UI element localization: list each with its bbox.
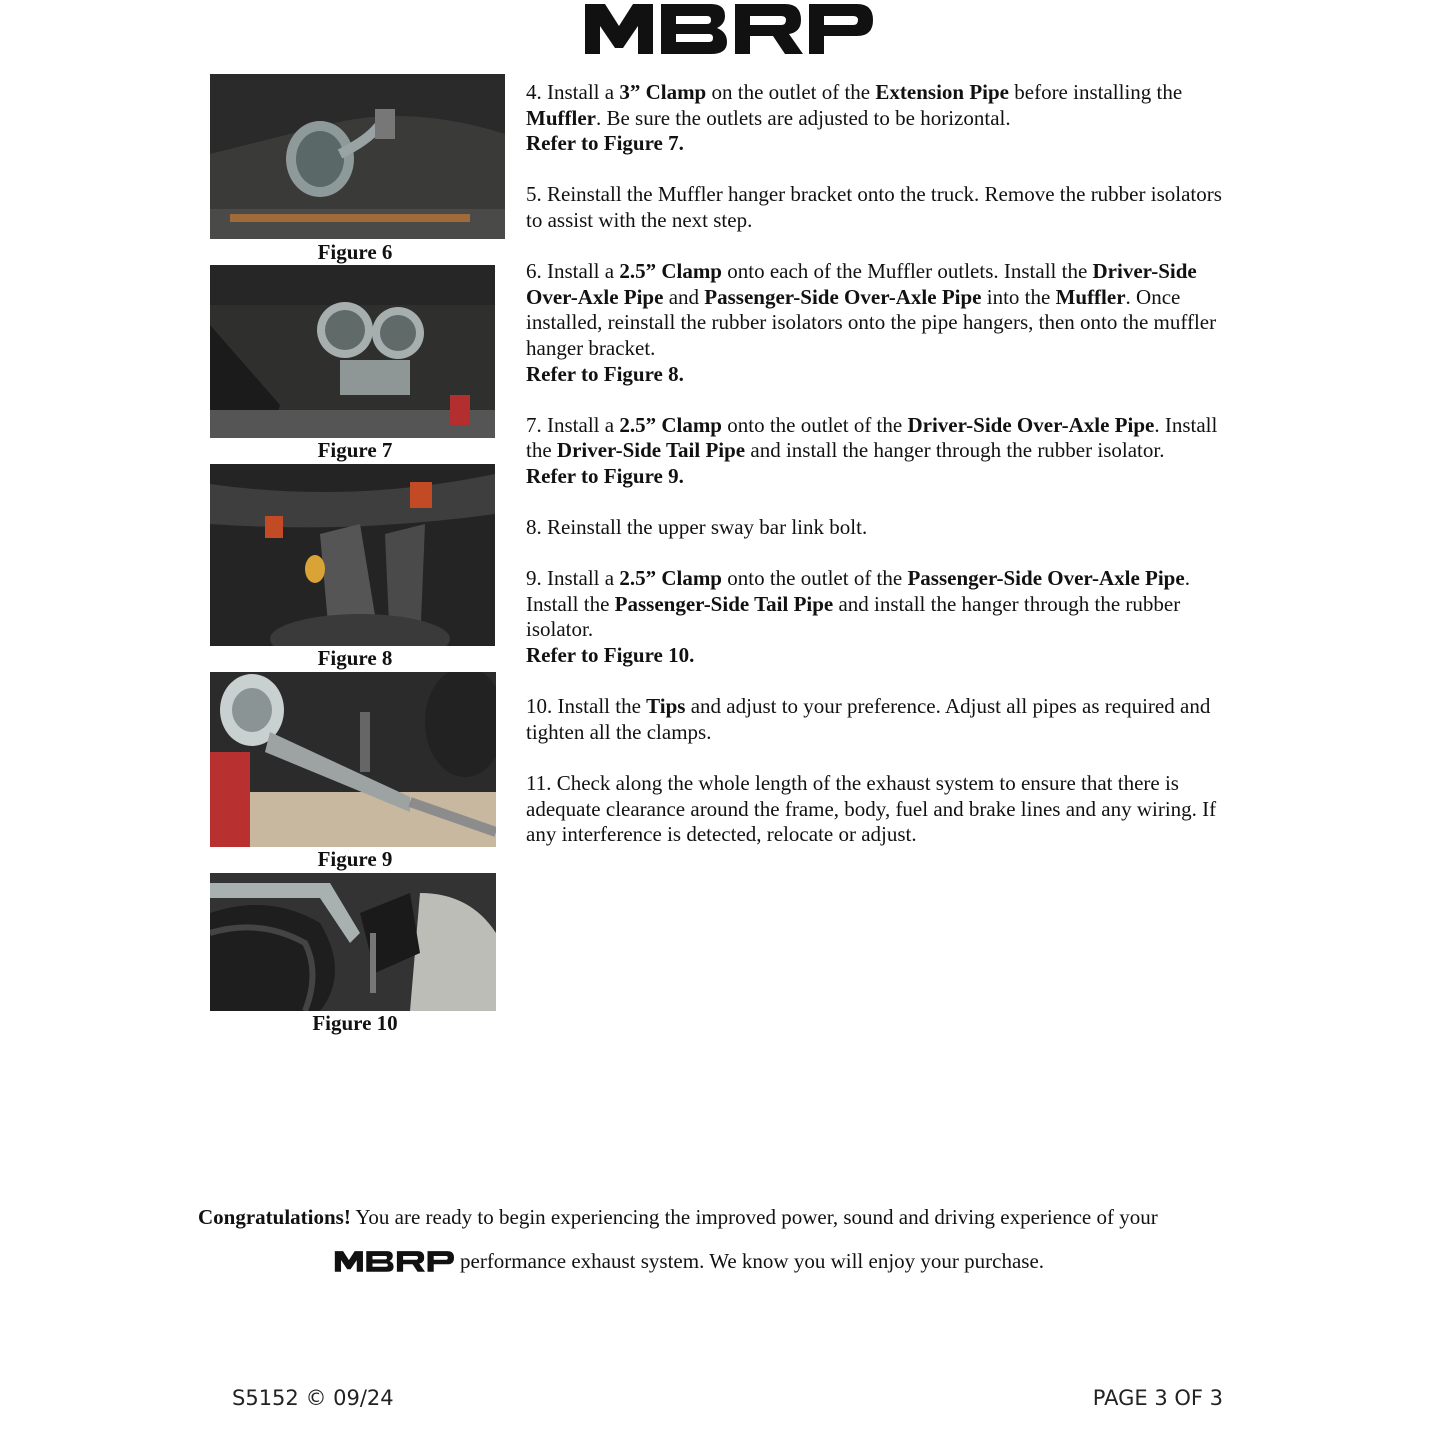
step-9-reference: Refer to Figure 10. (526, 643, 695, 668)
step-10 (526, 694, 1231, 745)
step-6-text: . Once installed, reinstall the rubber isolators onto the pipe hangers, then onto the muffler hanger bracket. (526, 284, 1217, 360)
step-6-text: and (663, 284, 705, 309)
step-6-bold: Passenger-Side Over-Axle Pipe (704, 284, 982, 309)
step-9-text: onto the outlet of the (722, 566, 908, 591)
figure-9-caption: Figure 9 (317, 847, 393, 871)
figure-6-caption: Figure 6 (317, 240, 393, 264)
step-8-text: 8. Reinstall the upper sway bar link bolt. (526, 515, 868, 540)
step-7-bold: Driver-Side Over-Axle Pipe (907, 412, 1155, 437)
step-4-reference: Refer to Figure 7. (526, 131, 684, 156)
document-code: S5152 © 09/24 (232, 1386, 394, 1410)
step-8 (526, 515, 1231, 541)
step-6-bold: Driver-Side Over-Axle Pipe (526, 259, 1197, 309)
step-9-text: 9. Install a (526, 566, 620, 591)
step-6-bold: 2.5” Clamp (619, 259, 722, 284)
step-6-text: onto each of the Muffler outlets. Install the (722, 259, 1093, 284)
step-9-bold: Passenger-Side Tail Pipe (614, 591, 834, 616)
step-9-text: and install the hanger through the rubber isolator. (526, 591, 1181, 642)
step-6 (526, 259, 1231, 387)
closing-line (334, 1248, 1044, 1274)
step-9-text: . Install the (526, 566, 1190, 616)
congratulations-line (198, 1205, 1248, 1230)
figure-8-caption: Figure 8 (317, 646, 393, 670)
step-9-bold: Passenger-Side Over-Axle Pipe (907, 566, 1185, 591)
figure-7-photo (210, 265, 495, 438)
step-7-reference: Refer to Figure 9. (526, 463, 684, 488)
figure-7-caption: Figure 7 (317, 438, 393, 462)
step-5 (526, 182, 1231, 233)
step-5-text: 5. Reinstall the Muffler hanger bracket onto the truck. Remove the rubber isolators to assist with the next step. (526, 182, 1222, 232)
instructions (526, 80, 1231, 873)
figure-6-photo (210, 74, 505, 239)
step-4-bold: 3” Clamp (619, 80, 707, 104)
step-4-text: . Be sure the outlets are adjusted to be horizontal. (595, 105, 1011, 130)
step-6-text: into the (981, 284, 1056, 309)
mbrp-logo-small (334, 1248, 454, 1274)
closing-text: performance exhaust system. We know you will enjoy your purchase. (460, 1248, 1045, 1273)
mbrp-logo (583, 0, 873, 56)
step-7-text: onto the outlet of the (722, 412, 908, 437)
step-10-text: 10. Install the (526, 694, 647, 719)
step-9-bold: 2.5” Clamp (619, 566, 722, 591)
step-6-bold: Muffler (1055, 284, 1126, 309)
step-6-reference: Refer to Figure 8. (526, 361, 684, 386)
step-4-bold: Muffler (526, 105, 596, 130)
figure-8-photo (210, 464, 495, 646)
step-4-text: before installing the (1009, 80, 1183, 104)
step-4-bold: Extension Pipe (875, 80, 1009, 104)
step-11 (526, 771, 1231, 848)
step-11-text: 11. Check along the whole length of the exhaust system to ensure that there is adequate clearance around the frame, body, fuel and brake lines and any wiring. If any interference is detected, relocate or adjust. (526, 771, 1217, 847)
step-9 (526, 566, 1231, 668)
step-7-bold: Driver-Side Tail Pipe (556, 438, 746, 463)
step-4 (526, 80, 1231, 157)
step-10-text: and adjust to your preference. Adjust all pipes as required and tighten all the clamps. (526, 694, 1211, 744)
figure-10-caption: Figure 10 (312, 1011, 398, 1035)
step-7-text: and install the hanger through the rubber isolator. (745, 438, 1165, 463)
congratulations-lead: Congratulations! (198, 1205, 351, 1229)
figure-9-photo (210, 672, 496, 847)
step-7-text: . Install the (526, 412, 1218, 463)
congratulations-text: You are ready to begin experiencing the improved power, sound and driving experience of your (350, 1205, 1158, 1229)
page-number: PAGE 3 OF 3 (1092, 1386, 1223, 1410)
step-4-text: 4. Install a (526, 80, 620, 104)
step-10-bold: Tips (646, 694, 686, 719)
step-7-text: 7. Install a (526, 412, 620, 437)
figure-10-photo (210, 873, 496, 1011)
step-6-text: 6. Install a (526, 259, 620, 284)
step-7 (526, 413, 1231, 490)
step-7-bold: 2.5” Clamp (619, 412, 722, 437)
step-4-text: on the outlet of the (706, 80, 876, 104)
